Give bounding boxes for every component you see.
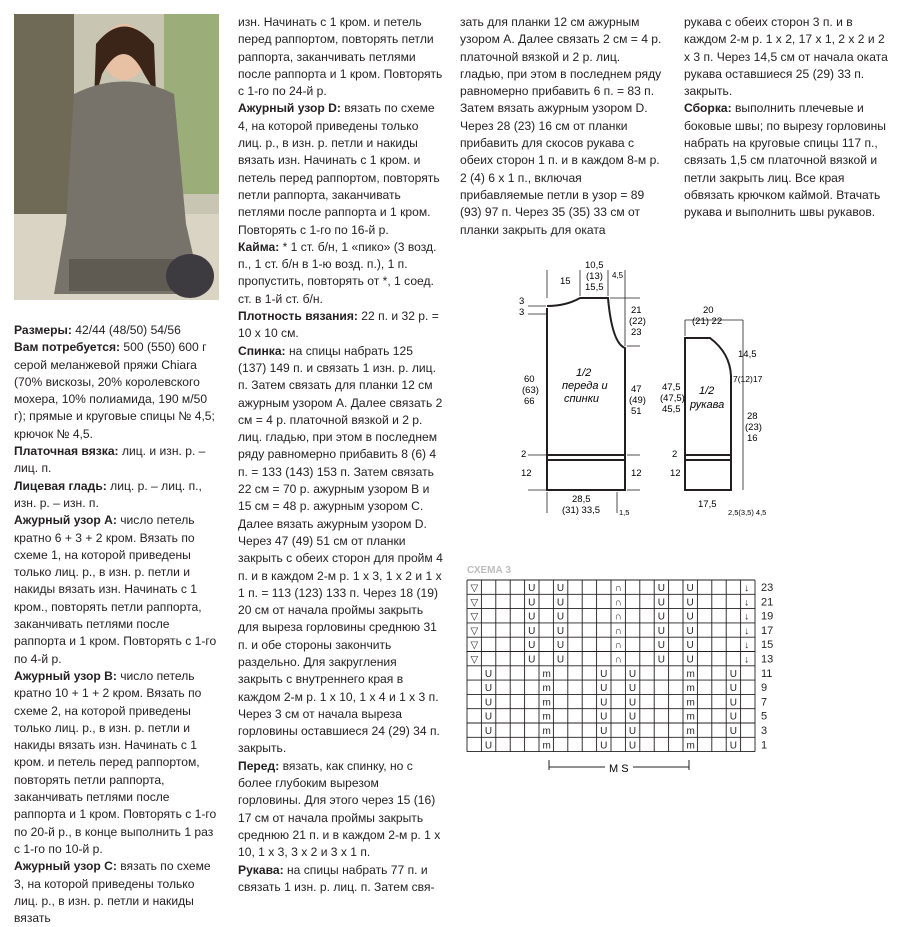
lace-a-paragraph: Ажурный узор А: число петель кратно 6 + 3 + 2 кром. Вязать по схеме 1, на которой приведены только лиц. р., в изн. р. петли и накиды вязать изн. Начинать с 1 кром., повторять петли раппорта, заканчивать петлями после раппорта и 1 кром. Повторять с 1-го по 4-й р. (14, 513, 217, 666)
schema-symbol: U (729, 683, 737, 695)
schema-symbol: m (542, 668, 551, 680)
schema-symbol: U (600, 726, 608, 737)
schema-symbol: ↓ (744, 597, 750, 609)
sleeve-dim-7-12-17: 7(12)17 (733, 374, 763, 384)
schema-symbol: U (528, 654, 536, 666)
schema-symbol: m (686, 726, 695, 737)
schema-symbol: U (729, 726, 737, 737)
schema-3-chart (463, 560, 893, 860)
schema-symbol: U (628, 683, 637, 695)
schema-symbol: U (600, 668, 608, 680)
sleeve-label-1: 1/2 (699, 385, 715, 397)
schema-symbol: U (528, 611, 536, 623)
schema-row-number: 3 (761, 725, 768, 737)
lace-d-paragraph: Ажурный узор D: вязать по схеме 4, на которой приведены только лиц. р., в изн. р. петли и накиды вязать изн. Начинать с 1 кром. и петель перед раппортом, повторять петли раппорта, заканчивать петлями после раппорта и 1 кром. Повторять с 1-го по 16-й р. (238, 101, 440, 237)
schema-symbol: ▽ (470, 654, 479, 666)
dim-49: (49) (629, 395, 646, 406)
schema-symbol: U (686, 640, 694, 652)
schema-symbol: U (686, 611, 694, 623)
schema-row-number: 17 (761, 624, 774, 637)
gauge-paragraph: Плотность вязания: 22 п. и 32 р. = 10 х 10 см. (238, 309, 439, 341)
schema-symbol: m (686, 711, 695, 723)
schema-symbol: ▽ (470, 611, 479, 623)
dim-4-5: 4,5 (612, 271, 624, 280)
schema-symbol: ↓ (744, 583, 750, 594)
dim-21: 21 (631, 305, 642, 316)
schema-symbol: U (556, 597, 565, 609)
front-label-3: спинки (564, 393, 600, 405)
schema-symbol: ↓ (744, 654, 750, 666)
schema-symbol: U (556, 654, 565, 666)
schema-symbol: U (556, 583, 565, 594)
front-label-1: 1/2 (576, 367, 592, 379)
schema-symbol: U (729, 711, 737, 723)
sleeves-paragraph: Рукава: на спицы набрать 77 п. и связать 1 изн. р. лиц. п. Затем свя- (238, 862, 435, 894)
sleeve-dim-23: (23) (745, 422, 762, 433)
dim-23: 23 (631, 327, 642, 338)
sleeve-dim-20: 20 (703, 305, 714, 316)
schema-symbol: U (628, 726, 637, 737)
dim-15-5: 15,5 (585, 282, 604, 293)
schema-symbol: ↓ (744, 625, 750, 637)
assembly-paragraph: Сборка: выполнить плечевые и боковые швы; по вырезу горловины набрать на круговые спицы 117 п., связать 1,5 см платочной вязкой и петли закрыть лиц. Все края обвязать крючком каймой. Втачать рукава и выполнить швы рукавов. (684, 101, 886, 220)
schema-symbol: ∩ (614, 654, 622, 666)
schema-symbol: U (556, 625, 565, 637)
schema-symbol: U (729, 740, 737, 752)
sleeve-dim-2-5: 2,5(3,5) 4,5 (728, 508, 767, 517)
schema-title: СХЕМА 3 (467, 565, 512, 576)
schema-symbol: U (556, 611, 565, 623)
sleeve-dim-17-5: 17,5 (698, 499, 717, 510)
schema-symbol: U (657, 597, 665, 609)
sleeve-label-2: рукава (690, 399, 725, 411)
schema-symbol: U (600, 683, 608, 695)
schema-symbol: U (484, 683, 493, 695)
sleeves-end-paragraph: рукава с обеих сторон 3 п. и в каждом 2-м р. 1 х 2, 17 х 1, 2 х 2 и 2 х 3 п. Через 14,5 см от начала оката рукава оставшиеся 25 (29) 33 п. закрыть. (684, 15, 888, 99)
dim-28-5: 28,5 (572, 494, 591, 505)
schema-row-number: 21 (761, 596, 774, 609)
dim-60: 60 (524, 374, 535, 385)
schema-symbol: U (628, 740, 637, 752)
sleeve-dim-2: 2 (672, 449, 678, 460)
schema-symbol: ↓ (744, 640, 750, 652)
dim-47: 47 (631, 384, 642, 395)
schema-row-number: 9 (761, 682, 768, 695)
body-pattern-diagram (500, 258, 790, 518)
schema-symbol: m (542, 697, 551, 709)
schema-symbol: U (484, 697, 493, 709)
schema-symbol: U (729, 697, 737, 709)
sleeve-dim-28: 28 (747, 411, 758, 422)
schema-symbol: U (528, 583, 536, 594)
dim-13: (13) (586, 271, 603, 282)
schema-symbol: U (528, 597, 536, 609)
ms-label: M S (609, 763, 629, 775)
schema-symbol: U (657, 640, 665, 652)
lace-b-paragraph: Ажурный узор В: число петель кратно 10 + 1 + 2 кром. Вязать по схеме 2, на которой приведены только лиц. р., в изн. р. петли и накиды вязать изн. Начинать с 1 кром. и петель перед раппортом, повторять петли раппорта, заканчивать петлями после раппорта и 1 кром. Повторять с 1-го по 20-й р., в конце выполнить 1 раз с 1-го по 10-й р. (14, 668, 217, 856)
schema-symbol: m (542, 740, 551, 752)
schema-symbol: U (600, 697, 608, 709)
schema-symbol: m (542, 726, 551, 737)
dim-3a: 3 (519, 296, 525, 307)
edging-paragraph: Кайма: * 1 ст. б/н, 1 «пико» (3 возд. п., 1 ст. б/н в 1-ю возд. п.), 1 п. пропустить, повторять от *, 1 соед. ст. в 1-й ст. б/н. (238, 239, 437, 306)
dim-12a: 12 (521, 468, 532, 479)
sleeve-dim-47-5: 47,5 (662, 382, 681, 393)
schema-symbol: m (686, 740, 695, 752)
schema-symbol: U (600, 711, 608, 723)
schema-symbol: U (528, 625, 536, 637)
schema-row-number: 13 (761, 653, 774, 666)
schema-symbol: ∩ (614, 640, 622, 652)
schema-symbol: ∩ (614, 625, 622, 637)
schema-symbol: m (542, 711, 551, 723)
schema-symbol: m (542, 683, 551, 695)
schema-symbol: m (686, 668, 695, 680)
schema-symbol: ▽ (470, 625, 479, 637)
schema-symbol: U (484, 726, 493, 737)
model-photo (14, 14, 219, 300)
schema-symbol: U (657, 611, 665, 623)
sleeve-dim-47-5b: (47,5) (660, 393, 685, 404)
back-paragraph: Спинка: на спицы набрать 125 (137) 149 п. и связать 1 изн. р. лиц. п. Затем связать для планки 12 см ажурным узором А. Далее связать 2 см = 4 р. платочной вязкой и 2 р. лиц. гладью, при этом в последнем ряду равномерно прибавить 8 (6) 4 п. = 133 (143) 153 п. Затем связать 22 см = 70 р. ажурным узором В и 15 см = 48 р. ажурным узором С. Далее вязать ажурным узором D. Через 47 (49) 51 см от планки закрыть с обеих сторон для пройм 4 п. и в каждом 2-м р. 1 х 3, 1 х 2 и 1 х 1 п. = 113 (123) 133 п. Через 18 (19) 20 см от начала проймы закрыть для выреза горловины среднюю 31 п. и обе стороны закончить раздельно. Для закругления закрыть с внутреннего края в каждом 2-м р. 1 х 10, 1 х 4 и 1 х 3 п. Через 3 см от начала выреза горловины оставшиеся 24 (29) 34 п. закрыть. (238, 343, 443, 756)
schema-symbol: U (484, 668, 493, 680)
materials-paragraph: Вам потребуется: 500 (550) 600 г серой меланжевой пряжи Chiara (70% вискозы, 20% королевского мохера, 10% полиамида, 190 м/50 г); прямые и круговые спицы № 4,5; крючок № 4,5. (14, 340, 215, 441)
schema-symbol: U (729, 668, 737, 680)
dim-31-33-5: (31) 33,5 (562, 505, 601, 516)
sizes-paragraph: Размеры: 42/44 (48/50) 54/56 (14, 323, 181, 337)
schema-row-number: 5 (761, 710, 768, 723)
front-label-2: переда и (562, 380, 608, 392)
schema-symbol: m (686, 697, 695, 709)
dim-51: 51 (631, 406, 642, 417)
front-paragraph: Перед: вязать, как спинку, но с более глубоким вырезом горловины. Для этого через 15 (16) 17 см от начала проймы закрыть среднюю 21 п. и в каждом 2-м р. 1 х 10, 1 х 3, 3 х 2 и 3 х 1 п. (238, 758, 441, 860)
lace-c-paragraph: Ажурный узор С: вязать по схеме 3, на которой приведены только лиц. р., в изн. р. петли и накиды вязать (14, 859, 211, 926)
sleeve-dim-21-22: (21) 22 (692, 316, 723, 327)
schema-symbol: U (657, 625, 665, 637)
schema-symbol: U (556, 640, 565, 652)
schema-symbol: U (686, 654, 694, 666)
dim-1-5: 1,5 (619, 508, 630, 517)
sleeves-continued: зать для планки 12 см ажурным узором А. Далее связать 2 см = 4 р. платочной вязкой и 2 р. лиц. гладью, при этом в последнем ряду равномерно прибавить 6 п. = 83 п. Затем вязать ажурным узором D. Через 28 (23) 16 см от планки прибавить для скосов рукава с обеих сторон 1 п. и в каждом 8-м р. 2 (4) 6 х 1 п., включая прибавляемые петли в узор = 89 (93) 97 п. Через 35 (35) 33 см от планки закрыть для оката (460, 15, 662, 237)
schema-symbol: U (686, 583, 694, 594)
dim-66: 66 (524, 396, 535, 407)
schema-symbol: U (657, 583, 665, 594)
schema-symbol: U (484, 711, 493, 723)
schema-symbol: ∩ (614, 597, 622, 609)
dim-10-5: 10,5 (585, 260, 604, 271)
sleeve-dim-45-5: 45,5 (662, 404, 681, 415)
dim-12b: 12 (631, 468, 642, 479)
schema-symbol: U (528, 640, 536, 652)
schema-row-number: 19 (761, 610, 774, 623)
lace-c-continued: изн. Начинать с 1 кром. и петель перед раппортом, повторять петли раппорта, заканчивать петлями после раппорта и 1 кром. Повторять с 1-го по 24-й р. (238, 15, 443, 99)
schema-symbol: U (686, 625, 694, 637)
dim-63: (63) (522, 385, 539, 396)
schema-symbol: U (484, 740, 493, 752)
schema-symbol: U (628, 697, 637, 709)
schema-row-number: 1 (761, 739, 768, 752)
schema-row-number: 15 (761, 639, 774, 652)
stockinette-paragraph: Лицевая гладь: лиц. р. – лиц. п., изн. р. – изн. п. (14, 478, 202, 510)
dim-2a: 2 (521, 449, 527, 460)
schema-row-number: 7 (761, 696, 768, 709)
schema-row-number: 11 (761, 667, 773, 680)
schema-symbol: U (628, 668, 637, 680)
sleeve-dim-16: 16 (747, 433, 758, 444)
schema-symbol: U (657, 654, 665, 666)
schema-symbol: ∩ (614, 611, 622, 623)
schema-symbol: ↓ (744, 611, 750, 623)
dim-22: (22) (629, 316, 646, 327)
schema-row-number: 23 (761, 582, 774, 594)
sleeve-dim-12: 12 (670, 468, 681, 479)
schema-symbol: U (628, 711, 637, 723)
dim-15: 15 (560, 276, 571, 287)
dim-3b: 3 (519, 307, 525, 318)
schema-symbol: ∩ (614, 583, 622, 594)
sleeve-dim-14-5: 14,5 (738, 349, 757, 360)
garter-stitch-paragraph: Платочная вязка: лиц. и изн. р. – лиц. п. (14, 444, 206, 476)
schema-symbol: U (600, 740, 608, 752)
schema-symbol: ▽ (470, 583, 479, 594)
schema-symbol: U (686, 597, 694, 609)
schema-symbol: ▽ (470, 597, 479, 609)
schema-symbol: ▽ (470, 640, 479, 652)
schema-symbol: m (686, 683, 695, 695)
